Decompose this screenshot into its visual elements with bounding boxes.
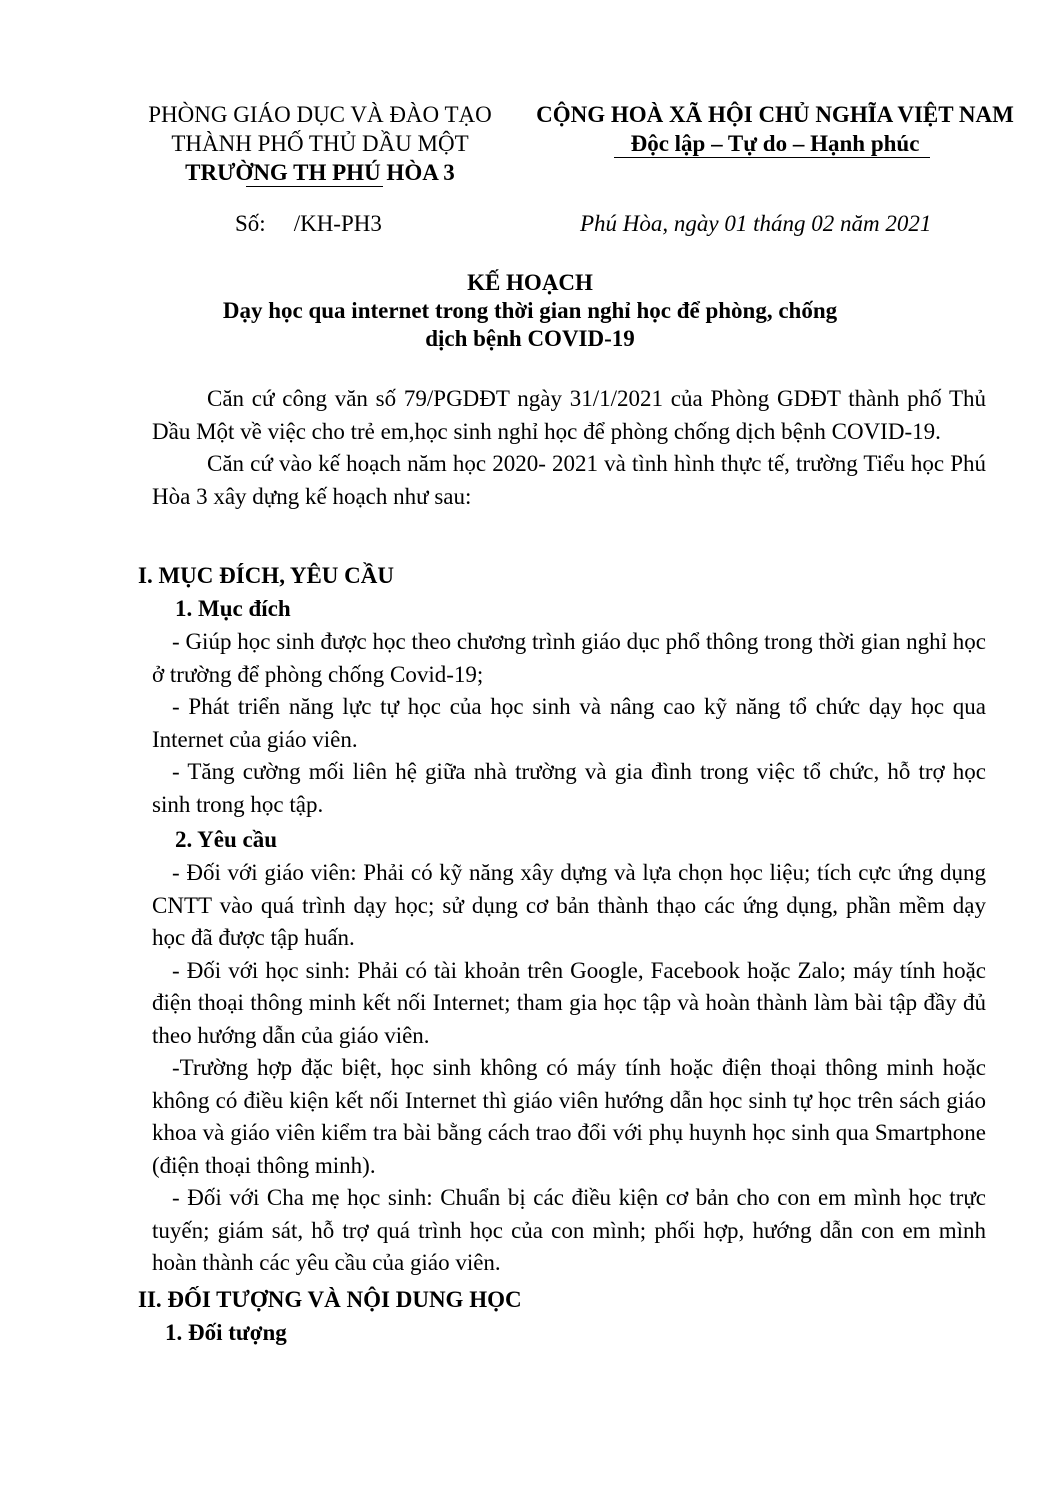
list-item: - Tăng cường mối liên hệ giữa nhà trường và gia đình trong việc tổ chức, hỗ trợ học sinh trong học tập.	[152, 759, 986, 817]
purpose-list	[152, 626, 986, 821]
section-2-heading: II. ĐỐI TƯỢNG VÀ NỘI DUNG HỌC	[138, 1287, 522, 1312]
list-item: - Phát triển năng lực tự học của học sinh và nâng cao kỹ năng tổ chức dạy học qua Internet của giáo viên.	[152, 694, 986, 752]
requirements-heading: 2. Yêu cầu	[175, 827, 278, 852]
basis-section	[152, 383, 986, 513]
agency-line-2: THÀNH PHỐ THỦ DẦU MỘT	[171, 131, 469, 156]
list-item: - Đối với Cha mẹ học sinh: Chuẩn bị các điều kiện cơ bản cho con em mình học trực tuyến; giám sát, hỗ trợ quá trình học của con mình; phối hợp, hướng dẫn con em mình hoàn thành các yêu cầu của giáo viên.	[152, 1185, 986, 1275]
document-number	[235, 211, 382, 237]
list-item: - Giúp học sinh được học theo chương trình giáo dục phổ thông trong thời gian nghỉ học ở trường để phòng chống Covid-19;	[152, 629, 986, 687]
document-subtitle-line-2: dịch bệnh COVID-19	[425, 326, 635, 351]
national-header	[525, 100, 1025, 158]
document-number-code: /KH-PH3	[293, 211, 382, 236]
basis-paragraph: Căn cứ vào kế hoạch năm học 2020- 2021 và tình hình thực tế, trường Tiểu học Phú Hòa 3 xây dựng kế hoạch như sau:	[152, 451, 986, 509]
document-subtitle-line-1: Dạy học qua internet trong thời gian nghỉ học để phòng, chống	[222, 298, 838, 323]
motto-underline	[614, 157, 930, 158]
school-name-underline	[246, 186, 383, 187]
section-1-heading: I. MỤC ĐÍCH, YÊU CẦU	[138, 563, 394, 588]
list-item: - Đối với học sinh: Phải có tài khoản trên Google, Facebook hoặc Zalo; máy tính hoặc điện thoại thông minh kết nối Internet; tham gia học tập và hoàn thành làm bài tập đầy đủ theo hướng dẫn của giáo viên.	[152, 957, 986, 1048]
agency-line-1: PHÒNG GIÁO DỤC VÀ ĐÀO TẠO	[148, 102, 492, 127]
requirements-list	[152, 857, 986, 1280]
basis-paragraph: Căn cứ công văn số 79/PGDĐT ngày 31/1/2021 của Phòng GDĐT thành phố Thủ Dầu Một về việc cho trẻ em,học sinh nghỉ học để phòng chống dịch bệnh COVID-19.	[152, 386, 986, 444]
list-item: - Đối với giáo viên: Phải có kỹ năng xây dựng và lựa chọn học liệu; tích cực ứng dụng CNTT vào quá trình dạy học; sử dụng cơ bản thành thạo các ứng dụng, phần mềm dạy học đã được tập huấn.	[152, 860, 986, 950]
document-number-label: Số:	[235, 211, 266, 236]
national-motto: Độc lập – Tự do – Hạnh phúc	[630, 131, 920, 156]
agency-header	[120, 100, 520, 187]
place-date: Phú Hòa, ngày 01 tháng 02 năm 2021	[580, 211, 932, 236]
list-item: -Trường hợp đặc biệt, học sinh không có máy tính hoặc điện thoại thông minh hoặc không có điều kiện kết nối Internet thì giáo viên hướng dẫn học sinh tự học trên sách giáo khoa và giáo viên kiểm tra bài bằng cách trao đổi với phụ huynh học sinh qua Smartphone (điện thoại thông minh).	[152, 1055, 986, 1178]
purpose-heading: 1. Mục đích	[175, 596, 291, 621]
subjects-heading: 1. Đối tượng	[165, 1320, 287, 1345]
national-title: CỘNG HOÀ XÃ HỘI CHỦ NGHĨA VIỆT NAM	[536, 102, 1014, 127]
school-name: TRƯỜNG TH PHÚ HÒA 3	[185, 160, 455, 185]
document-title: KẾ HOẠCH	[467, 270, 593, 295]
